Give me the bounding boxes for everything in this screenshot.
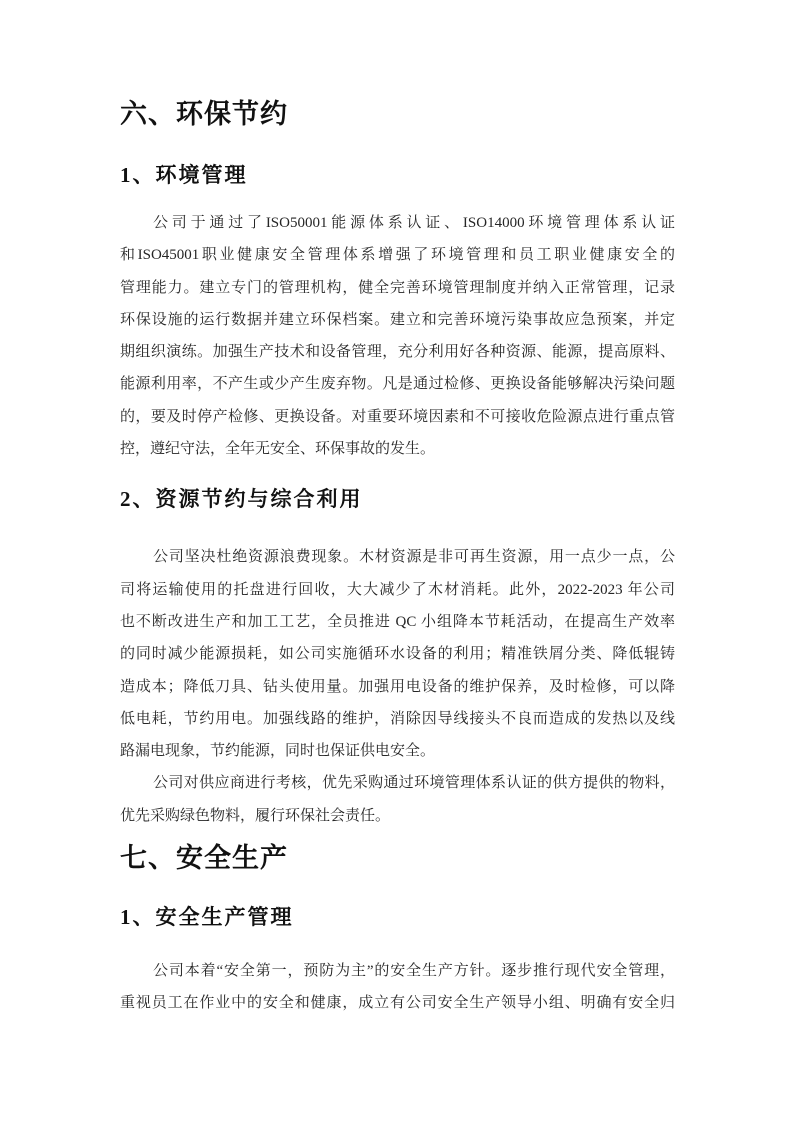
text-line: 和ISO45001职业健康安全管理体系增强了环境管理和员工职业健康安全的 xyxy=(120,247,675,264)
text-line: 公司本着“安全第一，预防为主”的安全生产方针。逐步推行现代安全管理， xyxy=(153,963,675,980)
text-line: 重视员工在作业中的安全和健康，成立有公司安全生产领导小组、明确有安全归 xyxy=(120,995,675,1012)
text-line: 期组织演练。加强生产技术和设备管理，充分利用好各种资源、能源，提高原料、 xyxy=(120,344,675,361)
subheading-safety-management: 1、安全生产管理 xyxy=(120,905,294,930)
text-line: 公司坚决杜绝资源浪费现象。木材资源是非可再生资源，用一点少一点，公 xyxy=(153,549,675,566)
heading-safety-section: 七、安全生产 xyxy=(120,843,288,874)
text-line: 优先采购绿色物料，履行环保社会责任。 xyxy=(120,807,391,824)
text-line: 司将运输使用的托盘进行回收，大大减少了木材消耗。此外，2022-2023 年公司 xyxy=(120,581,675,598)
subheading-resource-conservation: 2、资源节约与综合利用 xyxy=(120,487,363,512)
text-line: 能源利用率，不产生或少产生废弃物。凡是通过检修、更换设备能够解决污染问题 xyxy=(120,376,675,393)
text-line: 公司于通过了ISO50001能源体系认证、ISO14000环境管理体系认证 xyxy=(153,215,675,231)
text-line: 公司对供应商进行考核，优先采购通过环境管理体系认证的供方提供的物料， xyxy=(153,775,675,792)
paragraph-resource-conservation xyxy=(120,541,675,767)
text-line: 的，要及时停产检修、更换设备。对重要环境因素和不可接收危险源点进行重点管 xyxy=(120,408,675,425)
text-line: 控，遵纪守法，全年无安全、环保事故的发生。 xyxy=(120,441,436,458)
text-line: 的同时减少能源损耗，如公司实施循环水设备的利用；精准铁屑分类、降低辊铸 xyxy=(120,646,675,663)
text-line: 环保设施的运行数据并建立环保档案。建立和完善环境污染事故应急预案，并定 xyxy=(120,311,675,328)
heading-environment-section: 六、环保节约 xyxy=(120,99,288,129)
paragraph-safety-management xyxy=(120,955,675,1020)
text-line: 管理能力。建立专门的管理机构，健全完善环境管理制度并纳入正常管理，记录 xyxy=(120,279,675,296)
paragraph-supplier-assessment xyxy=(120,767,675,832)
paragraph-environment-management xyxy=(120,207,675,465)
text-line: 路漏电现象，节约能源，同时也保证供电安全。 xyxy=(120,743,436,760)
text-line: 也不断改进生产和加工工艺，全员推进 QC 小组降本节耗活动，在提高生产效率 xyxy=(120,613,675,630)
subheading-environment-management: 1、环境管理 xyxy=(120,163,248,187)
text-line: 造成本；降低刀具、钻头使用量。加强用电设备的维护保养，及时检修，可以降 xyxy=(120,678,675,695)
text-line: 低电耗，节约用电。加强线路的维护，消除因导线接头不良而造成的发热以及线 xyxy=(120,710,675,727)
